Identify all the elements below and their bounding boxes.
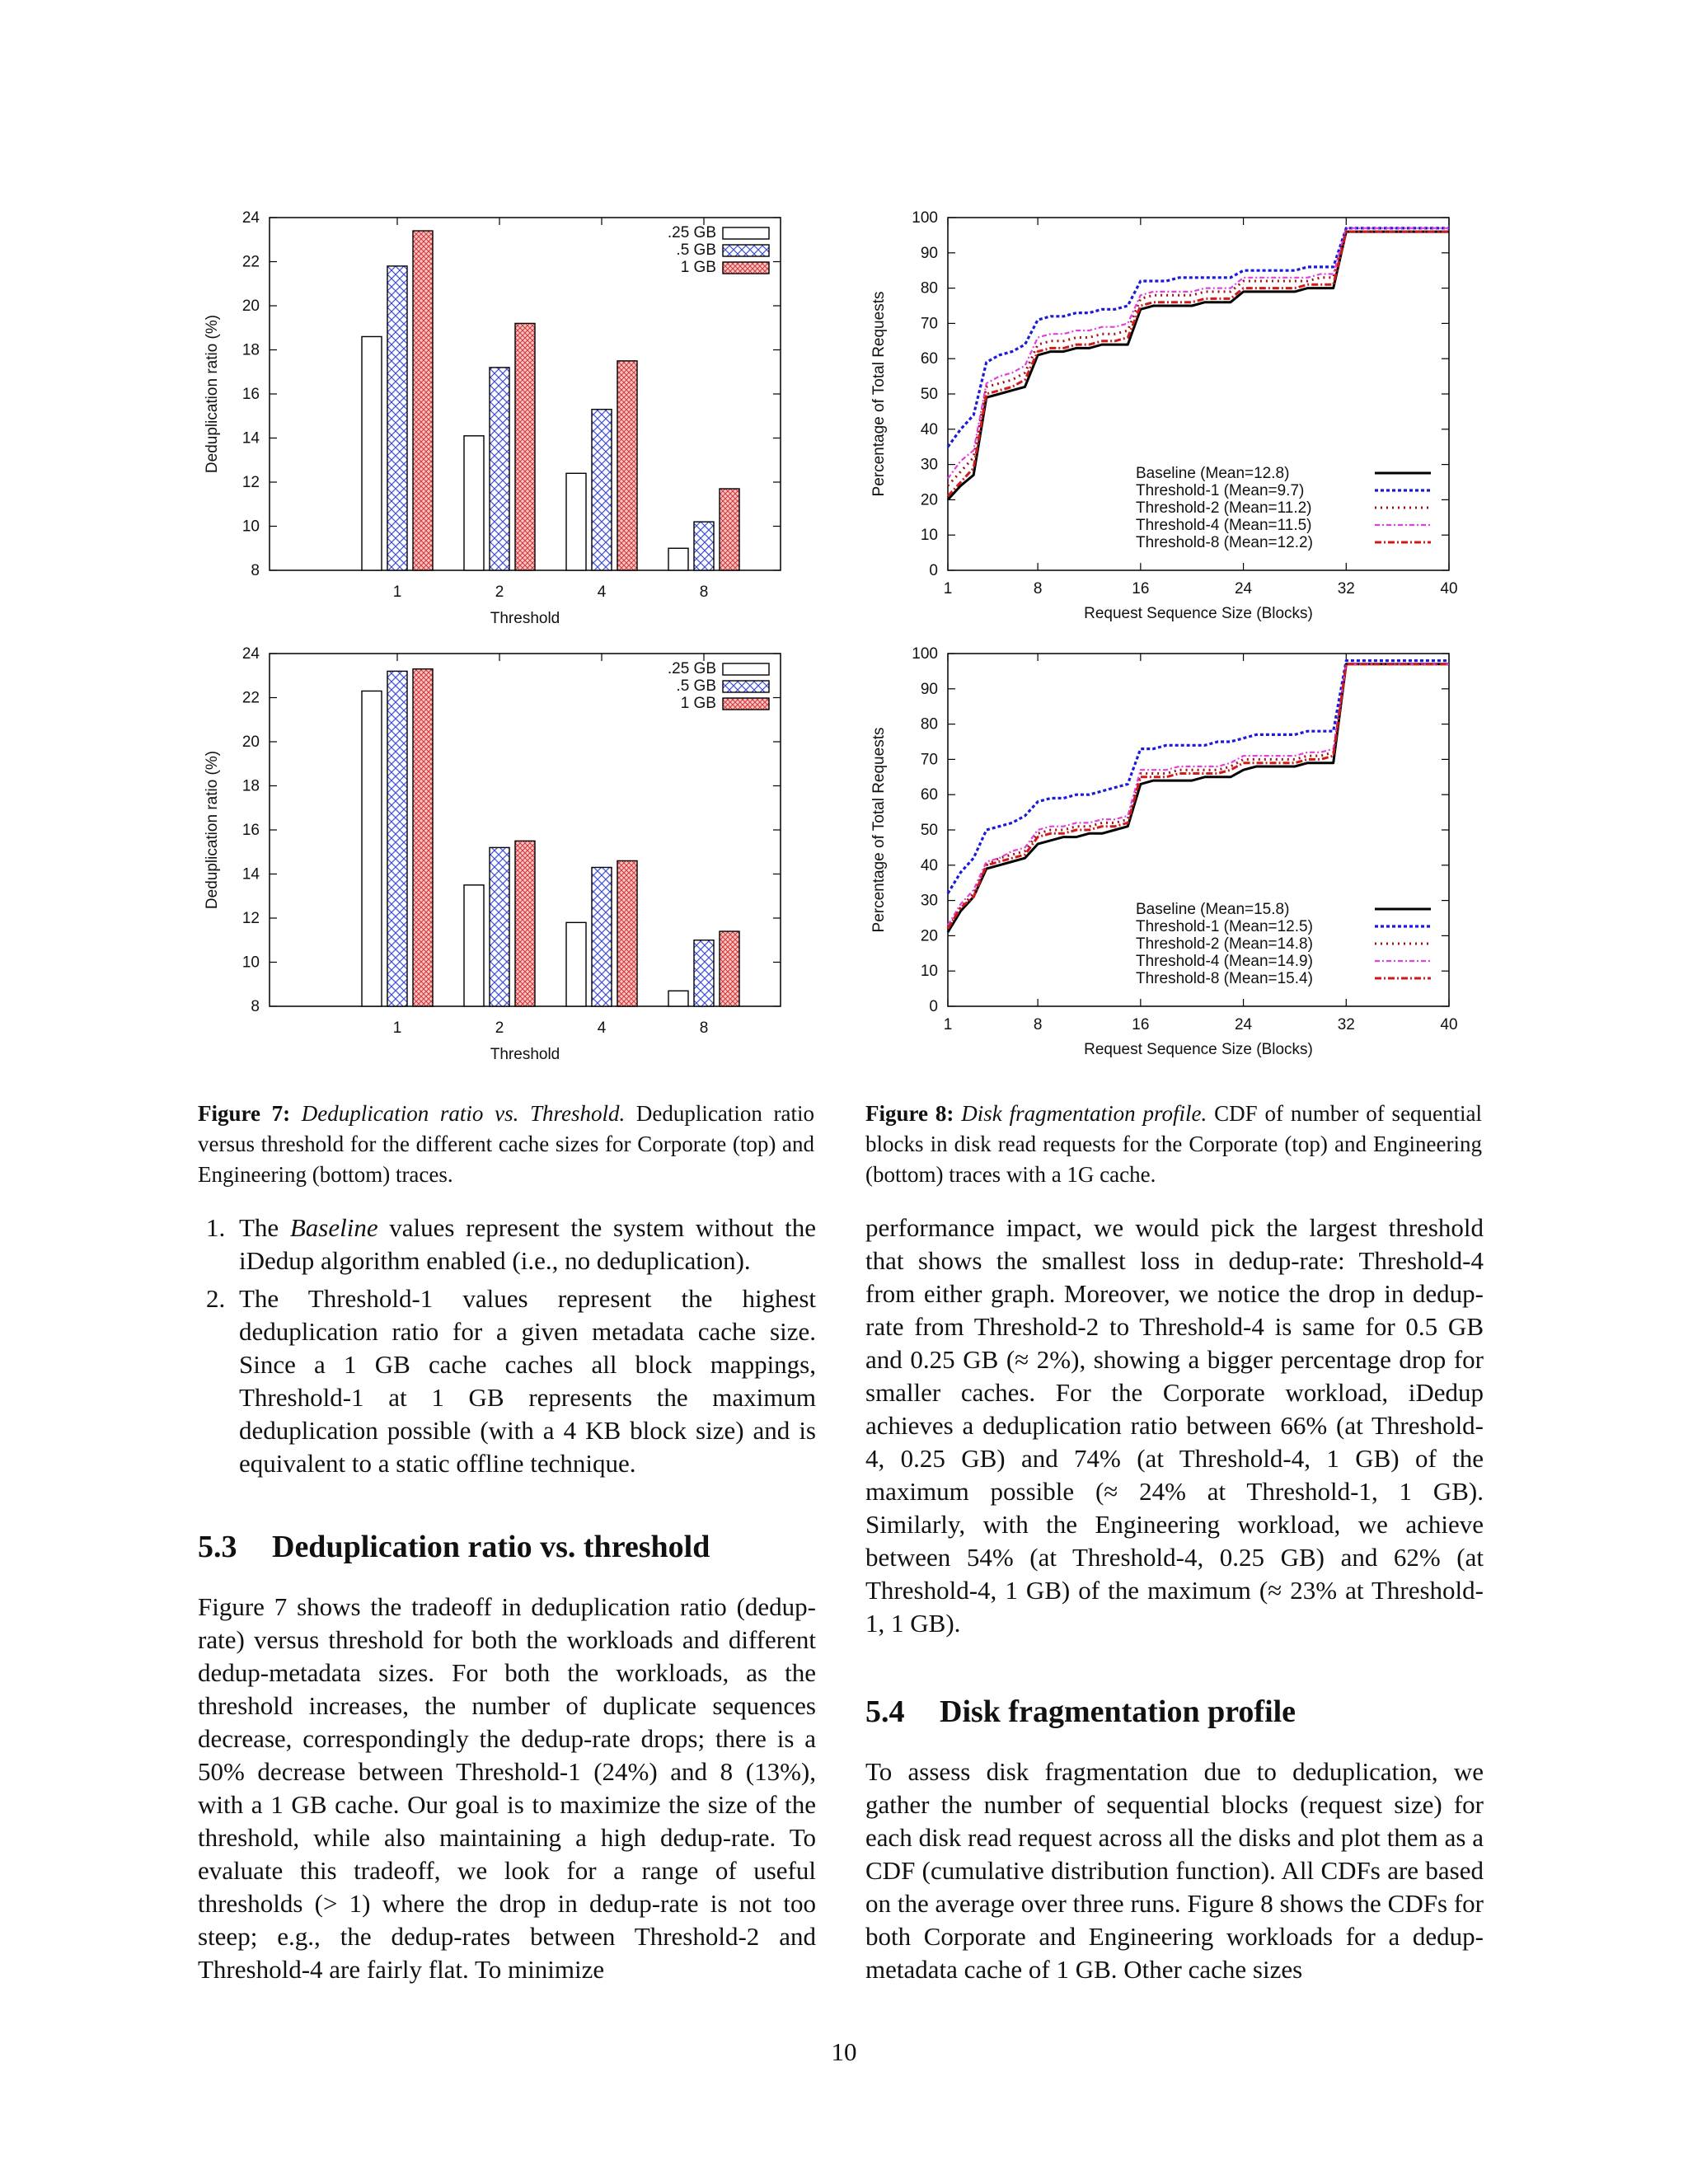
bar bbox=[720, 489, 739, 570]
section-5-4-number: 5.4 bbox=[865, 1694, 905, 1729]
fig7-text: Deduplication ratio versus threshold for the different cache sizes for Corporate (top) and Engineering (bottom) traces. bbox=[198, 1101, 814, 1187]
x-tick-label: 16 bbox=[1132, 580, 1150, 598]
legend-entry: .25 GB bbox=[667, 660, 716, 677]
bar bbox=[413, 231, 433, 570]
y-tick-label: 80 bbox=[920, 715, 938, 733]
bar bbox=[566, 473, 586, 570]
list-item-text-post: The Threshold-1 values represent the highest deduplication ratio for a given metadata cache size. Since a 1 GB cache caches all block mappings, Threshold-1 at 1 GB represents the maximum deduplication possible (with a 4 KB block size) and is equivalent to a static offline technique. bbox=[239, 1284, 816, 1478]
legend-swatch bbox=[723, 262, 769, 274]
list-item-emphasis: Baseline bbox=[289, 1213, 378, 1242]
list-item-text-pre: The bbox=[239, 1213, 290, 1242]
bar bbox=[490, 847, 509, 1006]
y-axis-label: Deduplication ratio (%) bbox=[204, 750, 221, 910]
bar bbox=[464, 885, 484, 1006]
list-item-number: 2. bbox=[206, 1284, 226, 1313]
bar bbox=[617, 361, 637, 570]
y-tick-label: 16 bbox=[241, 386, 260, 403]
y-tick-label: 14 bbox=[241, 429, 260, 448]
x-tick-label: 4 bbox=[597, 583, 607, 601]
section-5-4-text: To assess disk fragmentation due to deduplication, we gather the number of sequential blocks (request size) for each disk read request across all the disks and plot them as a CDF (cumulative distribution function). All CDFs are based on the average over three runs. Figure 8 shows the CDFs for both Corporate and Engineering workloads for a dedup-metadata cache of 1 GB. Other cache sizes bbox=[865, 1757, 1484, 1984]
fig8-bottom-svg bbox=[857, 640, 1484, 1077]
legend-swatch bbox=[723, 663, 769, 675]
y-tick-label: 100 bbox=[912, 209, 938, 227]
y-tick-label: 40 bbox=[920, 420, 938, 438]
x-axis-label: Threshold bbox=[490, 610, 560, 627]
x-axis-label: Threshold bbox=[490, 1046, 560, 1063]
bar bbox=[490, 368, 509, 570]
list-item bbox=[198, 1282, 816, 1480]
y-tick-label: 0 bbox=[929, 998, 938, 1015]
x-axis-label: Request Sequence Size (Blocks) bbox=[1084, 1041, 1313, 1058]
y-tick-label: 80 bbox=[920, 279, 938, 298]
y-tick-label: 10 bbox=[920, 527, 938, 545]
y-tick-label: 50 bbox=[920, 822, 938, 839]
right-paragraph-text: performance impact, we would pick the largest threshold that shows the smallest loss in dedup-rate: Threshold-4 from either graph. Moreover, we notice the drop in dedup-rate from Threshold-2 to Threshold-4 is same for 0.5 GB and 0.25 GB (≈ 2%), showing a bigger percentage drop for smaller caches. For the Corporate workload, iDedup achieves a deduplication ratio between 66% (at Threshold-4, 0.25 GB) and 74% (at Threshold-4, 1 GB) of the maximum possible (≈ 24% at Threshold-1, 1 GB). Similarly, with the Engineering workload, we achieve between 54% (at Threshold-4, 0.25 GB) and 62% (at Threshold-4, 1 GB) of the maximum (≈ 23% at Threshold-1, 1 GB). bbox=[865, 1213, 1484, 1638]
y-tick-label: 8 bbox=[251, 562, 260, 579]
bar bbox=[413, 669, 433, 1006]
y-tick-label: 20 bbox=[920, 927, 938, 945]
bar bbox=[362, 691, 382, 1006]
y-tick-label: 20 bbox=[241, 733, 260, 751]
fig8-text: CDF of number of sequential blocks in disk read requests for the Corporate (top) and Engineering (bottom) traces with a 1G cache. bbox=[865, 1101, 1483, 1187]
bar bbox=[617, 860, 637, 1006]
x-axis-label: Request Sequence Size (Blocks) bbox=[1084, 605, 1313, 622]
x-tick-label: 2 bbox=[495, 1019, 504, 1037]
legend-entry: Baseline (Mean=12.8) bbox=[1136, 465, 1290, 482]
legend-entry: Threshold-2 (Mean=11.2) bbox=[1136, 499, 1312, 517]
bar bbox=[387, 671, 407, 1006]
x-tick-label: 32 bbox=[1337, 1016, 1355, 1033]
bar bbox=[387, 266, 407, 570]
x-tick-label: 1 bbox=[943, 1016, 953, 1033]
y-tick-label: 20 bbox=[920, 491, 938, 509]
series-line bbox=[948, 232, 1449, 496]
section-5-3-title: Deduplication ratio vs. threshold bbox=[272, 1530, 710, 1564]
legend-swatch bbox=[723, 227, 769, 239]
legend-entry: 1 GB bbox=[680, 695, 716, 712]
y-tick-label: 60 bbox=[920, 786, 938, 804]
legend-swatch bbox=[723, 245, 769, 256]
x-tick-label: 24 bbox=[1234, 580, 1253, 598]
x-tick-label: 2 bbox=[495, 583, 504, 601]
x-tick-label: 40 bbox=[1440, 580, 1458, 598]
y-axis-label: Percentage of Total Requests bbox=[870, 727, 888, 933]
bar bbox=[566, 922, 586, 1006]
series-line bbox=[948, 232, 1449, 499]
x-tick-label: 40 bbox=[1440, 1016, 1458, 1033]
x-tick-label: 1 bbox=[392, 1019, 402, 1037]
y-axis-label: Percentage of Total Requests bbox=[870, 291, 888, 497]
legend-entry: Threshold-1 (Mean=12.5) bbox=[1136, 918, 1313, 935]
series-line bbox=[948, 664, 1449, 929]
bar bbox=[694, 940, 714, 1006]
bar bbox=[668, 548, 688, 570]
right-paragraph bbox=[865, 1212, 1484, 1640]
bar bbox=[592, 410, 612, 570]
x-tick-label: 8 bbox=[1033, 580, 1043, 598]
fig7-title: Deduplication ratio vs. Threshold. bbox=[301, 1101, 626, 1126]
y-axis-label: Deduplication ratio (%) bbox=[204, 314, 221, 474]
bar bbox=[515, 841, 535, 1006]
y-tick-label: 16 bbox=[241, 822, 260, 839]
x-tick-label: 4 bbox=[597, 1019, 607, 1037]
fig8-label: Figure 8: bbox=[865, 1101, 954, 1126]
y-tick-label: 0 bbox=[929, 562, 938, 579]
legend-swatch bbox=[723, 698, 769, 710]
y-tick-label: 30 bbox=[920, 456, 938, 474]
bar bbox=[668, 991, 688, 1006]
x-tick-label: 1 bbox=[943, 580, 953, 598]
list-item-text-post: values represent the system without the iDedup algorithm enabled (i.e., no deduplication). bbox=[239, 1213, 816, 1275]
bar bbox=[362, 336, 382, 570]
fig8-title: Disk fragmentation profile. bbox=[961, 1101, 1207, 1126]
x-tick-label: 1 bbox=[392, 583, 402, 601]
y-tick-label: 10 bbox=[241, 518, 260, 536]
legend-entry: Threshold-1 (Mean=9.7) bbox=[1136, 482, 1305, 499]
y-tick-label: 40 bbox=[920, 856, 938, 874]
y-tick-label: 70 bbox=[920, 751, 938, 769]
bar bbox=[694, 522, 714, 570]
series-line bbox=[948, 228, 1449, 447]
bar bbox=[592, 867, 612, 1006]
section-5-4-heading bbox=[865, 1694, 1296, 1730]
series-line bbox=[948, 664, 1449, 926]
fig7-bottom-svg bbox=[194, 640, 804, 1077]
legend-entry: .5 GB bbox=[676, 677, 716, 695]
x-tick-label: 16 bbox=[1132, 1016, 1150, 1033]
y-tick-label: 18 bbox=[241, 341, 260, 359]
y-tick-label: 12 bbox=[241, 474, 260, 491]
series-line bbox=[948, 228, 1449, 479]
fig7-top-svg bbox=[194, 204, 804, 641]
y-tick-label: 10 bbox=[241, 954, 260, 972]
x-tick-label: 32 bbox=[1337, 580, 1355, 598]
section-5-3-text: Figure 7 shows the tradeoff in deduplication ratio (dedup-rate) versus threshold for both the workloads and different dedup-metadata sizes. For both the workloads, as the threshold increases, the number of duplicate sequences decrease, correspondingly the dedup-rate drops; there is a 50% decrease between Threshold-1 (24%) and 8 (13%), with a 1 GB cache. Our goal is to maximize the size of the threshold, while also maintaining a high dedup-rate. To evaluate this tradeoff, we look for a range of useful thresholds (> 1) where the drop in dedup-rate is not too steep; e.g., the dedup-rates between Threshold-2 and Threshold-4 are fairly flat. To minimize bbox=[198, 1592, 816, 1984]
section-5-3-paragraph bbox=[198, 1591, 816, 1986]
section-5-3-number: 5.3 bbox=[198, 1530, 237, 1564]
y-tick-label: 24 bbox=[241, 209, 260, 227]
fig8-top-chart bbox=[857, 204, 1484, 641]
y-tick-label: 12 bbox=[241, 910, 260, 927]
fig7-label: Figure 7: bbox=[198, 1101, 291, 1126]
legend-entry: .25 GB bbox=[667, 224, 716, 241]
fig8-top-svg bbox=[857, 204, 1484, 641]
legend-entry: .5 GB bbox=[676, 241, 716, 259]
y-tick-label: 10 bbox=[920, 963, 938, 981]
series-line bbox=[948, 232, 1449, 485]
y-tick-label: 90 bbox=[920, 680, 938, 698]
y-tick-label: 70 bbox=[920, 315, 938, 333]
bar bbox=[464, 436, 484, 570]
series-line bbox=[948, 664, 1449, 932]
series-line bbox=[948, 664, 1449, 929]
y-tick-label: 22 bbox=[241, 253, 260, 271]
x-tick-label: 24 bbox=[1234, 1016, 1253, 1033]
fig7-caption bbox=[198, 1099, 814, 1190]
legend-entry: Threshold-8 (Mean=15.4) bbox=[1136, 970, 1313, 987]
y-tick-label: 22 bbox=[241, 689, 260, 707]
list-item bbox=[198, 1212, 816, 1277]
bar bbox=[515, 323, 535, 570]
y-tick-label: 100 bbox=[912, 645, 938, 663]
legend-entry: Threshold-4 (Mean=14.9) bbox=[1136, 953, 1313, 970]
x-tick-label: 8 bbox=[699, 583, 709, 601]
y-tick-label: 90 bbox=[920, 244, 938, 262]
x-tick-label: 8 bbox=[1033, 1016, 1043, 1033]
section-5-3-heading bbox=[198, 1529, 710, 1565]
legend-entry: Threshold-4 (Mean=11.5) bbox=[1136, 517, 1312, 534]
y-tick-label: 24 bbox=[241, 645, 260, 663]
fig8-bottom-chart bbox=[857, 640, 1484, 1077]
legend-entry: Baseline (Mean=15.8) bbox=[1136, 901, 1290, 918]
y-tick-label: 60 bbox=[920, 350, 938, 368]
list-item-number: 1. bbox=[206, 1213, 226, 1242]
x-tick-label: 8 bbox=[699, 1019, 709, 1037]
y-tick-label: 30 bbox=[920, 892, 938, 910]
y-tick-label: 14 bbox=[241, 865, 260, 883]
y-tick-label: 50 bbox=[920, 386, 938, 403]
section-5-4-paragraph bbox=[865, 1755, 1484, 1986]
fig8-caption bbox=[865, 1099, 1482, 1190]
y-tick-label: 20 bbox=[241, 298, 260, 315]
legend-entry: Threshold-2 (Mean=14.8) bbox=[1136, 935, 1313, 953]
y-tick-label: 8 bbox=[251, 998, 260, 1015]
fig7-bottom-chart bbox=[194, 640, 804, 1077]
page-number: 10 bbox=[831, 2037, 857, 2066]
bar bbox=[720, 931, 739, 1006]
legend-entry: 1 GB bbox=[680, 259, 716, 276]
numbered-list bbox=[198, 1212, 816, 1485]
y-tick-label: 18 bbox=[241, 777, 260, 795]
fig7-top-chart bbox=[194, 204, 804, 641]
section-5-4-title: Disk fragmentation profile bbox=[940, 1694, 1296, 1729]
legend-entry: Threshold-8 (Mean=12.2) bbox=[1136, 534, 1313, 551]
legend-swatch bbox=[723, 681, 769, 692]
